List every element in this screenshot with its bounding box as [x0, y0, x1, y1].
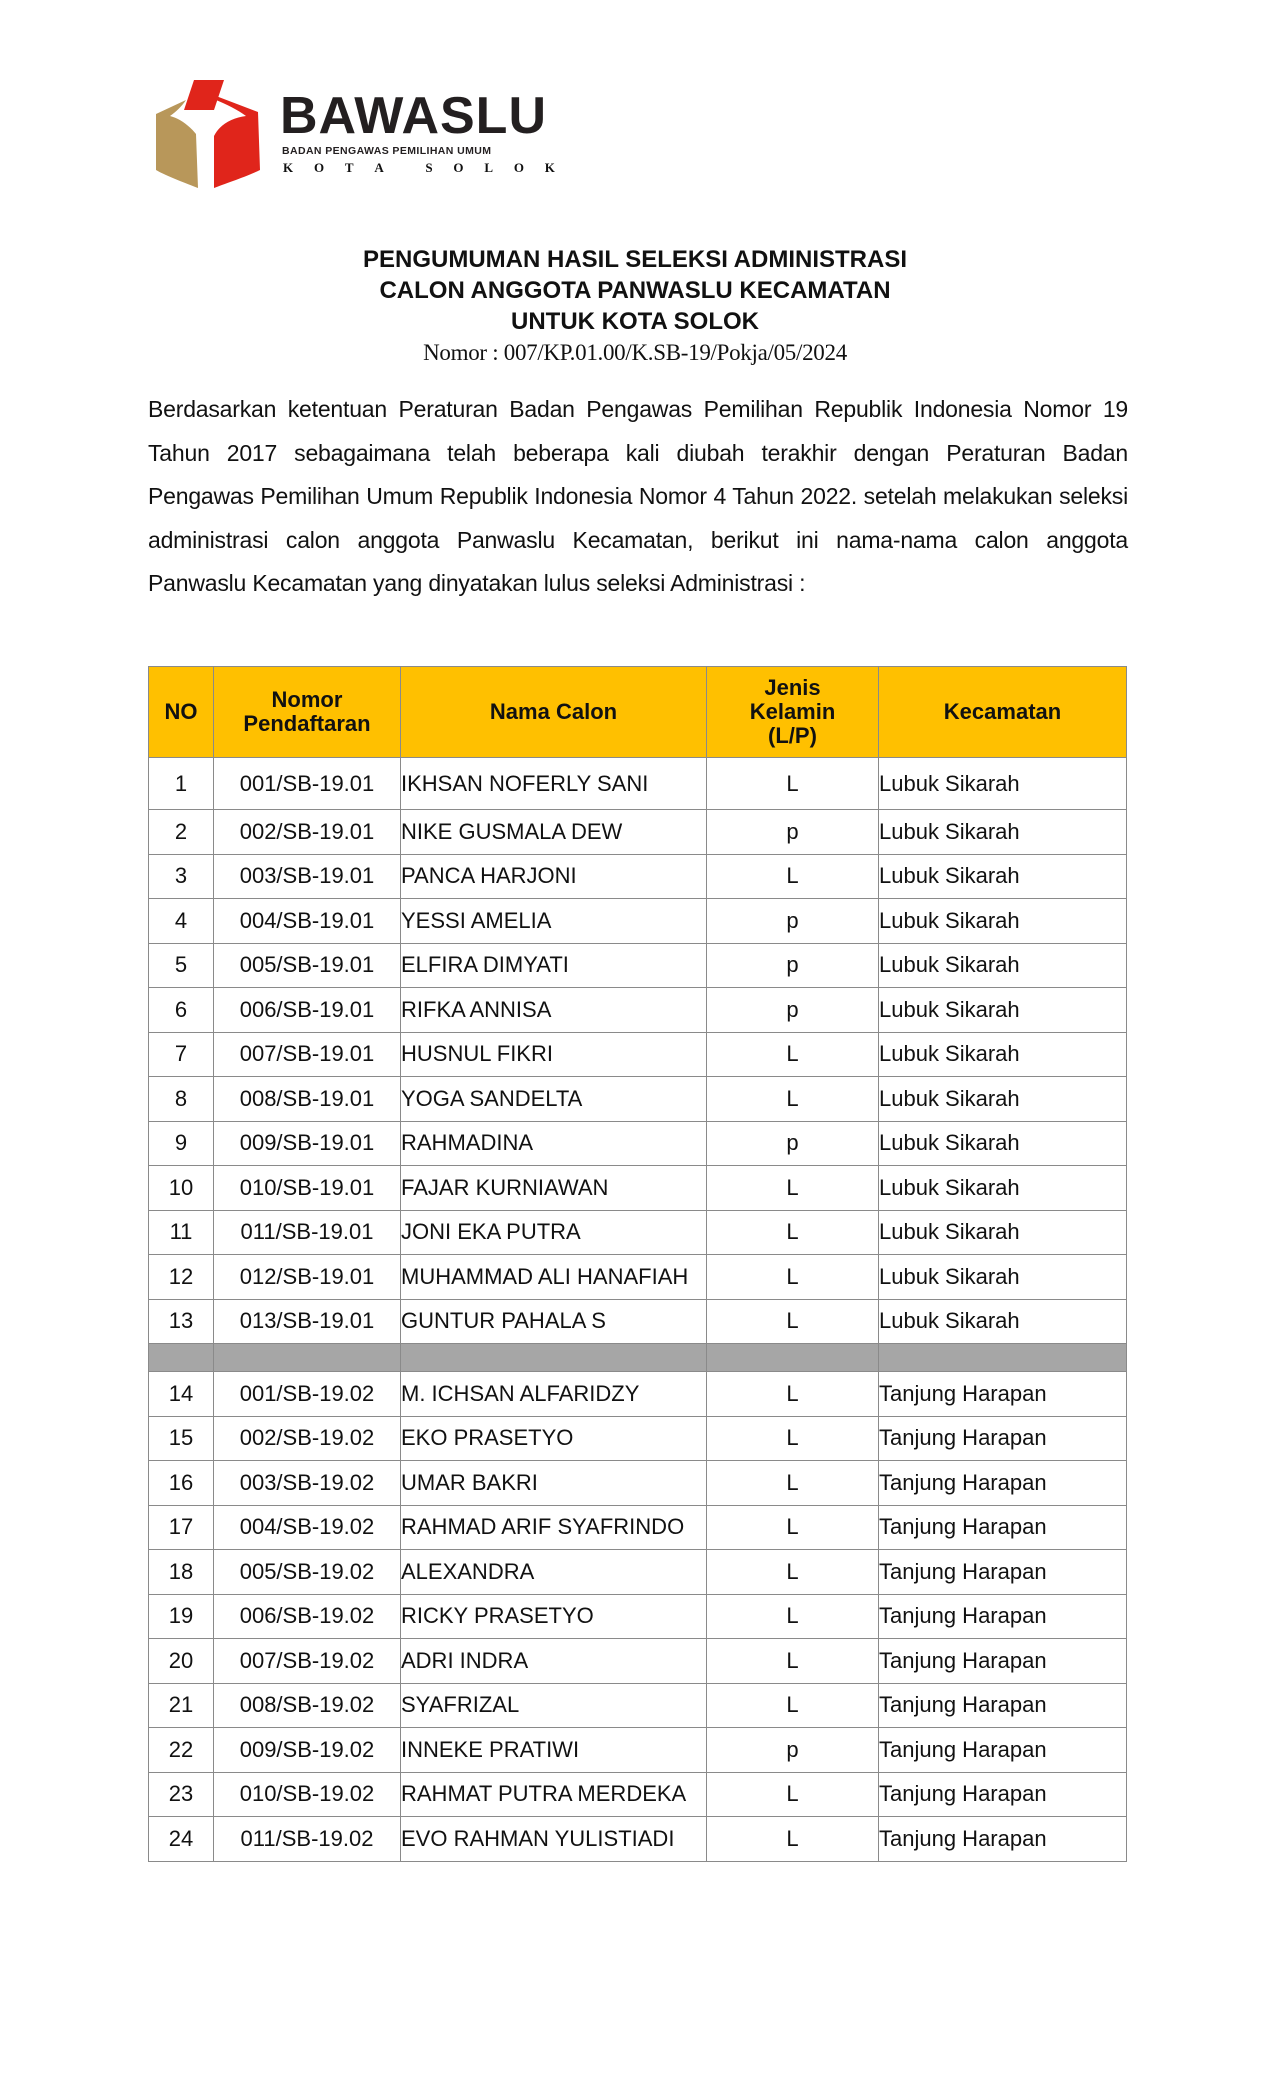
gender: L — [707, 1255, 879, 1300]
results-table — [148, 666, 1127, 1862]
bawaslu-ballot-box-icon — [152, 80, 267, 188]
table-row — [149, 988, 1127, 1033]
row-number: 9 — [149, 1121, 214, 1166]
kecamatan: Lubuk Sikarah — [879, 758, 1127, 810]
separator-cell — [707, 1344, 879, 1372]
gender: L — [707, 1077, 879, 1122]
candidate-name: EVO RAHMAN YULISTIADI — [401, 1817, 707, 1862]
registration-number: 012/SB-19.01 — [214, 1255, 401, 1300]
candidate-name: RIFKA ANNISA — [401, 988, 707, 1033]
table-row — [149, 1077, 1127, 1122]
kecamatan: Lubuk Sikarah — [879, 810, 1127, 855]
kecamatan: Lubuk Sikarah — [879, 1032, 1127, 1077]
gender: p — [707, 1728, 879, 1773]
table-row — [149, 1550, 1127, 1595]
table-row — [149, 1032, 1127, 1077]
logo-city-letter: K — [544, 160, 555, 175]
table-row — [149, 1817, 1127, 1862]
kecamatan: Lubuk Sikarah — [879, 943, 1127, 988]
candidate-name: IKHSAN NOFERLY SANI — [401, 758, 707, 810]
gender: L — [707, 1372, 879, 1417]
gender: L — [707, 1032, 879, 1077]
registration-number: 004/SB-19.02 — [214, 1505, 401, 1550]
logo-city-letter: A — [374, 160, 384, 175]
header-no: NO — [149, 667, 214, 758]
registration-number: 002/SB-19.02 — [214, 1416, 401, 1461]
logo-city-letter: K — [283, 160, 294, 175]
table-row — [149, 1166, 1127, 1211]
candidate-name: ELFIRA DIMYATI — [401, 943, 707, 988]
intro-paragraph: Berdasarkan ketentuan Peraturan Badan Pengawas Pemilihan Republik Indonesia Nomor 19 Tahun 2017 sebagaimana telah beberapa kali diubah terakhir dengan Peraturan Badan Pengawas Pemilihan Umum Republik Indonesia Nomor 4 Tahun 2022. setelah melakukan seleksi administrasi calon anggota Panwaslu Kecamatan, berikut ini nama-nama calon anggota Panwaslu Kecamatan yang dinyatakan lulus seleksi Administrasi : — [148, 396, 1128, 596]
row-number: 3 — [149, 854, 214, 899]
header-nama-calon: Nama Calon — [401, 667, 707, 758]
logo-ballot-slip — [184, 80, 224, 110]
kecamatan: Tanjung Harapan — [879, 1639, 1127, 1684]
title-line: PENGUMUMAN HASIL SELEKSI ADMINISTRASI — [362, 246, 908, 273]
candidate-name: SYAFRIZAL — [401, 1683, 707, 1728]
kecamatan: Tanjung Harapan — [879, 1461, 1127, 1506]
kecamatan: Lubuk Sikarah — [879, 899, 1127, 944]
row-number: 23 — [149, 1772, 214, 1817]
row-number: 4 — [149, 899, 214, 944]
logo-city-letter: O — [453, 160, 464, 175]
table-row — [149, 1210, 1127, 1255]
kecamatan: Tanjung Harapan — [879, 1817, 1127, 1862]
table-row — [149, 1299, 1127, 1344]
gender: p — [707, 988, 879, 1033]
separator-cell — [401, 1344, 707, 1372]
registration-number: 006/SB-19.01 — [214, 988, 401, 1033]
kecamatan: Lubuk Sikarah — [879, 988, 1127, 1033]
header-text: Kelamin — [749, 699, 836, 724]
row-number: 17 — [149, 1505, 214, 1550]
candidate-name: YESSI AMELIA — [401, 899, 707, 944]
gender: L — [707, 1817, 879, 1862]
table-row — [149, 1505, 1127, 1550]
row-number: 7 — [149, 1032, 214, 1077]
gender: L — [707, 758, 879, 810]
table-row — [149, 1683, 1127, 1728]
gender: L — [707, 1416, 879, 1461]
kecamatan: Tanjung Harapan — [879, 1505, 1127, 1550]
logo-city-letter: O — [313, 160, 325, 175]
header-jenis-kelamin — [707, 667, 879, 758]
kecamatan: Tanjung Harapan — [879, 1594, 1127, 1639]
table-row — [149, 1461, 1127, 1506]
table-row — [149, 1372, 1127, 1417]
registration-number: 008/SB-19.02 — [214, 1683, 401, 1728]
candidate-name: M. ICHSAN ALFARIDZY — [401, 1372, 707, 1417]
row-number: 19 — [149, 1594, 214, 1639]
separator-cell — [214, 1344, 401, 1372]
gender: p — [707, 810, 879, 855]
row-number: 5 — [149, 943, 214, 988]
candidate-name: ADRI INDRA — [401, 1639, 707, 1684]
row-number: 2 — [149, 810, 214, 855]
row-number: 20 — [149, 1639, 214, 1684]
kecamatan: Tanjung Harapan — [879, 1683, 1127, 1728]
candidate-name: FAJAR KURNIAWAN — [401, 1166, 707, 1211]
gender: L — [707, 1683, 879, 1728]
candidate-name: EKO PRASETYO — [401, 1416, 707, 1461]
row-number: 16 — [149, 1461, 214, 1506]
table-row — [149, 1255, 1127, 1300]
logo-gold-panel — [156, 100, 198, 188]
document-number: Nomor : 007/KP.01.00/K.SB-19/Pokja/05/2024 — [423, 340, 847, 365]
table-row — [149, 899, 1127, 944]
candidate-name: YOGA SANDELTA — [401, 1077, 707, 1122]
registration-number: 003/SB-19.01 — [214, 854, 401, 899]
group-separator-row — [149, 1344, 1127, 1372]
header-nomor-pendaftaran — [214, 667, 401, 758]
table-row — [149, 854, 1127, 899]
logo-city-letter: T — [344, 160, 354, 175]
kecamatan: Lubuk Sikarah — [879, 1210, 1127, 1255]
registration-number: 001/SB-19.01 — [214, 758, 401, 810]
registration-number: 005/SB-19.01 — [214, 943, 401, 988]
row-number: 1 — [149, 758, 214, 810]
row-number: 11 — [149, 1210, 214, 1255]
registration-number: 009/SB-19.02 — [214, 1728, 401, 1773]
logo-city-letter: L — [484, 160, 494, 175]
gender: L — [707, 1461, 879, 1506]
table-row — [149, 1121, 1127, 1166]
row-number: 21 — [149, 1683, 214, 1728]
table-row — [149, 1416, 1127, 1461]
gender: L — [707, 1299, 879, 1344]
header-text: Jenis — [764, 675, 821, 700]
logo-red-panel — [214, 96, 260, 188]
document-title — [0, 244, 1270, 369]
registration-number: 007/SB-19.01 — [214, 1032, 401, 1077]
header-kecamatan: Kecamatan — [879, 667, 1127, 758]
header-text: Pendaftaran — [243, 711, 371, 736]
logo-city-letter: O — [513, 160, 524, 175]
logo-city — [283, 160, 555, 176]
separator-cell — [879, 1344, 1127, 1372]
row-number: 6 — [149, 988, 214, 1033]
kecamatan: Lubuk Sikarah — [879, 854, 1127, 899]
kecamatan: Lubuk Sikarah — [879, 1166, 1127, 1211]
logo-subtitle: BADAN PENGAWAS PEMILIHAN UMUM — [282, 145, 492, 157]
title-line: UNTUK KOTA SOLOK — [511, 308, 759, 335]
table-row — [149, 1639, 1127, 1684]
table-row — [149, 758, 1127, 810]
candidate-name: PANCA HARJONI — [401, 854, 707, 899]
candidate-name: RICKY PRASETYO — [401, 1594, 707, 1639]
registration-number: 013/SB-19.01 — [214, 1299, 401, 1344]
gender: L — [707, 1772, 879, 1817]
row-number: 15 — [149, 1416, 214, 1461]
kecamatan: Lubuk Sikarah — [879, 1121, 1127, 1166]
candidate-name: JONI EKA PUTRA — [401, 1210, 707, 1255]
registration-number: 010/SB-19.01 — [214, 1166, 401, 1211]
kecamatan: Tanjung Harapan — [879, 1772, 1127, 1817]
candidate-name: RAHMAD ARIF SYAFRINDO — [401, 1505, 707, 1550]
table-row — [149, 943, 1127, 988]
registration-number: 003/SB-19.02 — [214, 1461, 401, 1506]
table-row — [149, 810, 1127, 855]
row-number: 12 — [149, 1255, 214, 1300]
candidate-name: RAHMADINA — [401, 1121, 707, 1166]
gender: p — [707, 943, 879, 988]
candidate-name: MUHAMMAD ALI HANAFIAH — [401, 1255, 707, 1300]
gender: L — [707, 1166, 879, 1211]
row-number: 8 — [149, 1077, 214, 1122]
candidate-name: UMAR BAKRI — [401, 1461, 707, 1506]
gender: p — [707, 899, 879, 944]
row-number: 22 — [149, 1728, 214, 1773]
kecamatan: Tanjung Harapan — [879, 1372, 1127, 1417]
gender: L — [707, 1550, 879, 1595]
row-number: 24 — [149, 1817, 214, 1862]
kecamatan: Lubuk Sikarah — [879, 1299, 1127, 1344]
logo-city-letter: S — [425, 160, 433, 175]
row-number: 14 — [149, 1372, 214, 1417]
registration-number: 002/SB-19.01 — [214, 810, 401, 855]
registration-number: 004/SB-19.01 — [214, 899, 401, 944]
kecamatan: Lubuk Sikarah — [879, 1255, 1127, 1300]
candidate-name: RAHMAT PUTRA MERDEKA — [401, 1772, 707, 1817]
table-body — [149, 758, 1127, 1862]
separator-cell — [149, 1344, 214, 1372]
candidate-name: INNEKE PRATIWI — [401, 1728, 707, 1773]
gender: L — [707, 1505, 879, 1550]
candidate-name: NIKE GUSMALA DEW — [401, 810, 707, 855]
table-header-row — [149, 667, 1127, 758]
kecamatan: Tanjung Harapan — [879, 1416, 1127, 1461]
row-number: 18 — [149, 1550, 214, 1595]
kecamatan: Lubuk Sikarah — [879, 1077, 1127, 1122]
gender: L — [707, 1594, 879, 1639]
registration-number: 009/SB-19.01 — [214, 1121, 401, 1166]
bawaslu-logo — [152, 80, 572, 190]
table-row — [149, 1772, 1127, 1817]
candidate-name: GUNTUR PAHALA S — [401, 1299, 707, 1344]
gender: L — [707, 1639, 879, 1684]
registration-number: 001/SB-19.02 — [214, 1372, 401, 1417]
kecamatan: Tanjung Harapan — [879, 1550, 1127, 1595]
registration-number: 007/SB-19.02 — [214, 1639, 401, 1684]
row-number: 10 — [149, 1166, 214, 1211]
registration-number: 011/SB-19.01 — [214, 1210, 401, 1255]
candidate-name: HUSNUL FIKRI — [401, 1032, 707, 1077]
registration-number: 011/SB-19.02 — [214, 1817, 401, 1862]
row-number: 13 — [149, 1299, 214, 1344]
header-text: Nomor — [271, 687, 343, 712]
logo-wordmark: BAWASLU — [280, 87, 547, 145]
table-row — [149, 1728, 1127, 1773]
title-line: CALON ANGGOTA PANWASLU KECAMATAN — [379, 277, 891, 304]
registration-number: 006/SB-19.02 — [214, 1594, 401, 1639]
registration-number: 005/SB-19.02 — [214, 1550, 401, 1595]
registration-number: 008/SB-19.01 — [214, 1077, 401, 1122]
gender: L — [707, 1210, 879, 1255]
kecamatan: Tanjung Harapan — [879, 1728, 1127, 1773]
candidate-name: ALEXANDRA — [401, 1550, 707, 1595]
gender: L — [707, 854, 879, 899]
table-row — [149, 1594, 1127, 1639]
header-text: (L/P) — [768, 723, 817, 748]
gender: p — [707, 1121, 879, 1166]
registration-number: 010/SB-19.02 — [214, 1772, 401, 1817]
